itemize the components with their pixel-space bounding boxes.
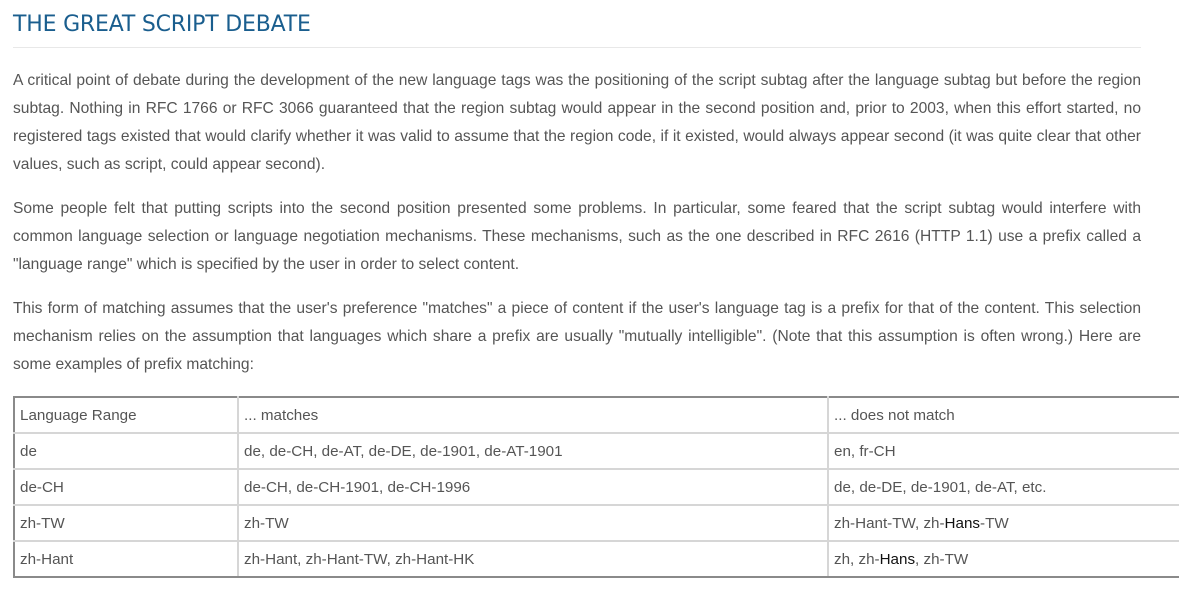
cell-language-range: de (14, 433, 238, 469)
cell-matches: zh-TW (238, 505, 828, 541)
cell-language-range: de-CH (14, 469, 238, 505)
cell-emphasis-text: Hans (879, 550, 916, 568)
cell-does-not-match (828, 469, 1179, 505)
table-row (14, 469, 1179, 505)
cell-text: en, fr-CH (834, 442, 896, 460)
cell-language-range: zh-Hant (14, 541, 238, 577)
paragraph-intro: A critical point of debate during the development of the new language tags was the positioning of the script subtag after the language subtag but before the region subtag. Nothing in RFC 1766 or RFC 3066 guaranteed that the region subtag would appear in the second position and, prior to 2003, when this effort started, no registered tags existed that would clarify whether it was valid to assume that the region code, if it existed, would always appear second (it was quite clear that other values, such as script, could appear second). (13, 72, 1141, 173)
table-row (14, 541, 1179, 577)
cell-does-not-match (828, 505, 1179, 541)
cell-text: de, de-DE, de-1901, de-AT, etc. (834, 478, 1047, 496)
paragraph-prefix-matching: This form of matching assumes that the user's preference "matches" a piece of content if the user's language tag is a prefix for that of the content. This selection mechanism relies on the assumption that languages which share a prefix are usually "mutually intelligible". (Note that this assumption is often wrong.) Here are some examples of prefix matching: (13, 300, 1141, 373)
column-header-matches: ... matches (238, 397, 828, 433)
cell-emphasis-text: Hans (944, 514, 981, 532)
prefix-matching-table (13, 396, 1179, 578)
cell-matches: de, de-CH, de-AT, de-DE, de-1901, de-AT-1901 (238, 433, 828, 469)
cell-text: zh, zh- (834, 550, 880, 568)
cell-text: , zh-TW (915, 550, 969, 568)
page-title: THE GREAT SCRIPT DEBATE (13, 12, 311, 37)
paragraph-problems: Some people felt that putting scripts into the second position presented some problems. In particular, some feared that the script subtag would interfere with common language selection or language negotiation mechanisms. These mechanisms, such as the one described in RFC 2616 (HTTP 1.1) use a prefix called a "language range" which is specified by the user in order to select content. (13, 200, 1141, 273)
cell-does-not-match (828, 433, 1179, 469)
cell-text: zh-Hant-TW, zh- (834, 514, 945, 532)
table-row (14, 433, 1179, 469)
cell-text: -TW (980, 514, 1009, 532)
column-header-does-not-match: ... does not match (828, 397, 1179, 433)
cell-matches: de-CH, de-CH-1901, de-CH-1996 (238, 469, 828, 505)
title-divider (13, 47, 1141, 48)
cell-language-range: zh-TW (14, 505, 238, 541)
cell-does-not-match (828, 541, 1179, 577)
cell-matches: zh-Hant, zh-Hant-TW, zh-Hant-HK (238, 541, 828, 577)
table-row (14, 505, 1179, 541)
column-header-language-range: Language Range (14, 397, 238, 433)
table-header-row (14, 397, 1179, 433)
